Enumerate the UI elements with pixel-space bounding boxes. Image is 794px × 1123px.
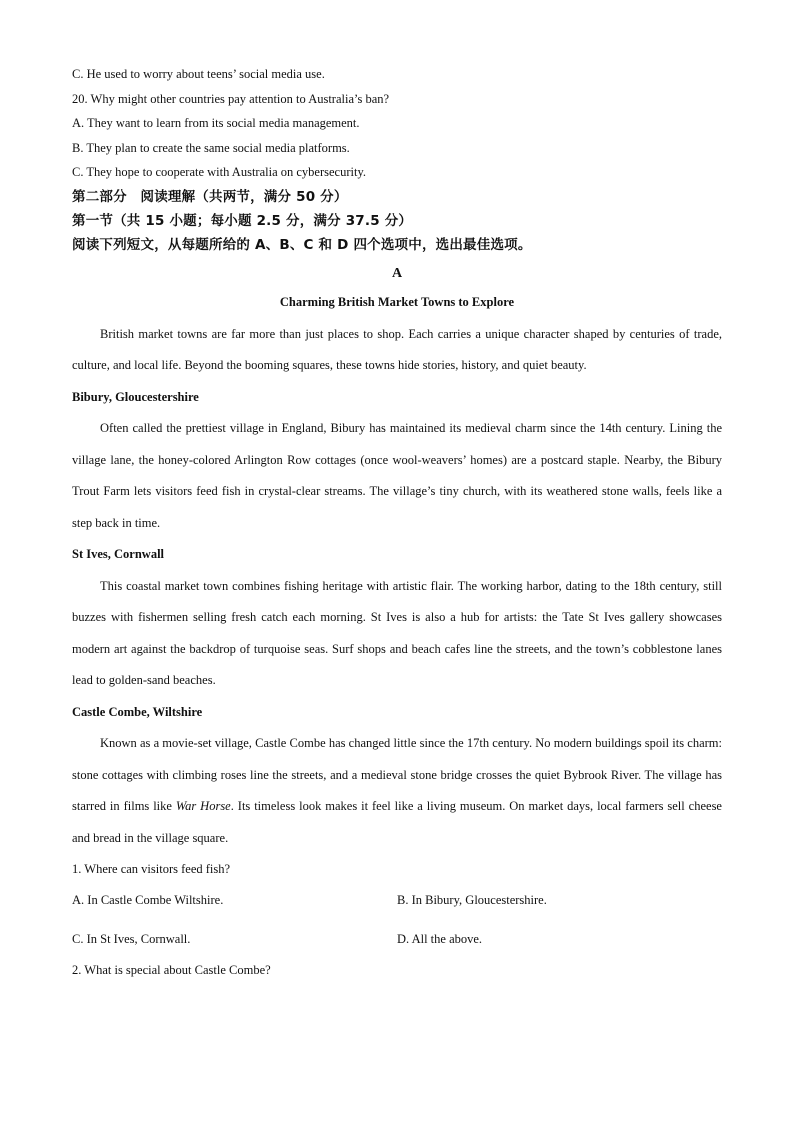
q1-stem: 1. Where can visitors feed fish? bbox=[72, 862, 231, 877]
q1-option-d: D. All the above. bbox=[397, 932, 483, 947]
exam-page bbox=[72, 62, 722, 986]
section-instruction: 阅读下列短文，从每题所给的 A、B、C 和 D 四个选项中，选出最佳选项。 bbox=[72, 236, 532, 253]
town-text-bibury: Often called the prettiest village in England, Bibury has maintained its medieval charm since the 14th century. Lining the village lane, the honey-colored Arlington Row cottages (once wool-weavers’ homes) are a postcard staple. Nearby, the Bibury Trout Farm lets visitors feed fish in crystal-clear streams. The village’s tiny church, with its weathered stone walls, feels like a step back in time. bbox=[72, 421, 722, 530]
q2-stem: 2. What is special about Castle Combe? bbox=[72, 963, 271, 978]
section-part-heading: 第二部分 阅读理解（共两节，满分 50 分） bbox=[72, 188, 348, 205]
castle-combe-text-before: Known as a movie-set village, Castle Combe has changed little since the 17th century. No modern buildings spoil its charm: stone cottages with climbing roses line the streets, and a medieval stone bridge crosses the quiet Bybrook River. The village has starred in films like bbox=[72, 736, 722, 814]
passage-intro: British market towns are far more than just places to shop. Each carries a unique character shaped by centuries of trade, culture, and local life. Beyond the booming squares, these towns hide stories, history, and quiet beauty. bbox=[72, 326, 722, 373]
q1-option-c: C. In St Ives, Cornwall. bbox=[72, 932, 191, 947]
town-heading-st-ives: St Ives, Cornwall bbox=[72, 547, 165, 562]
q20-stem: 20. Why might other countries pay attention to Australia’s ban? bbox=[72, 91, 390, 106]
q20-option-c: C. They hope to cooperate with Australia on cybersecurity. bbox=[72, 165, 367, 180]
film-title: War Horse bbox=[175, 799, 231, 814]
passage-letter: A bbox=[391, 265, 403, 281]
q1-option-a: A. In Castle Combe Wiltshire. bbox=[72, 893, 224, 908]
town-heading-bibury: Bibury, Gloucestershire bbox=[72, 389, 199, 404]
section-subsection-heading: 第一节（共 15 小题；每小题 2.5 分，满分 37.5 分） bbox=[72, 212, 413, 229]
castle-combe-text-after: . Its timeless look makes it feel like a living museum. On market days, local farmers sell cheese and bread in the village square. bbox=[72, 799, 722, 845]
q20-option-a: A. They want to learn from its social media management. bbox=[72, 116, 360, 131]
q1-options-row-2 bbox=[72, 924, 722, 955]
q19-option-c: C. He used to worry about teens’ social media use. bbox=[72, 67, 325, 81]
q1-options-row-1 bbox=[72, 885, 722, 916]
town-heading-castle-combe: Castle Combe, Wiltshire bbox=[72, 704, 203, 719]
q20-option-b: B. They plan to create the same social media platforms. bbox=[72, 140, 350, 155]
town-text-castle-combe bbox=[72, 728, 722, 854]
passage-title: Charming British Market Towns to Explore bbox=[279, 294, 515, 309]
q1-option-b: B. In Bibury, Gloucestershire. bbox=[397, 893, 547, 908]
town-text-st-ives: This coastal market town combines fishing heritage with artistic flair. The working harbor, dating to the 18th century, still buzzes with fishermen selling fresh catch each morning. St Ives is also a hub for artists: the Tate St Ives gallery showcases modern art against the backdrop of turquoise seas. Surf shops and beach cafes line the streets, and the town’s cobblestone lanes lead to golden-sand beaches. bbox=[72, 578, 722, 688]
